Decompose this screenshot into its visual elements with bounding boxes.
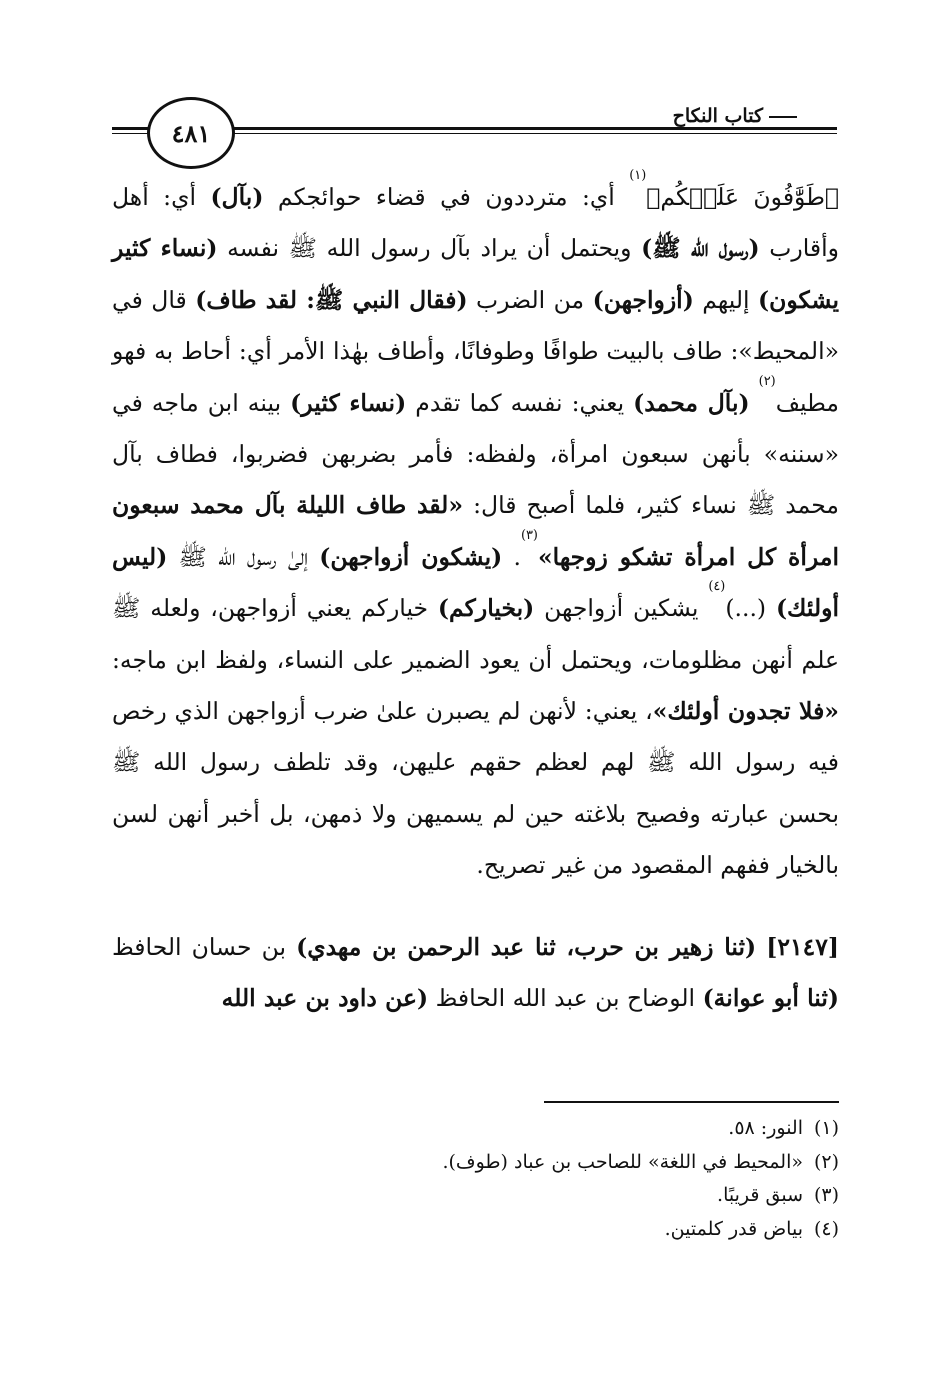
footnote-ref: (٣) [520,527,538,543]
page-header [112,95,837,167]
footnote: (١)النور: ٥٨. [728,1117,839,1139]
footnote-ref: (١) [629,168,647,183]
footnote-ref: (٢) [758,373,776,389]
footnote: (٤)بياض قدر كلمتين. [664,1217,839,1240]
footnote-ref: (٤) [708,579,726,595]
footnote: (٢)«المحيط في اللغة» للصاحب بن عباد (طوف). [442,1150,839,1173]
book-title: كتاب النكاح [663,105,807,127]
footnotes [439,1112,839,1246]
quran-phrase: ﴿طَوَّٰفُونَ عَلَيۡكُم﴾ [646,183,840,211]
footnote-separator [544,1101,839,1103]
text-line: ﴿طَوَّٰفُونَ عَلَيۡكُم﴾$^{(١)}$ أي: مترددون في قضاء حوائجكم (بآل) أي: أهل وأقارب (رسول الله ﷺ) ويحتمل أن يراد بآل رسول الله ﷺ نفسه (نساء كثير يشكون) إليهم (أزواجهن) من الضرب (فقال النبي ﷺ: لقد طاف) قال في «المحيط»: طاف بالبيت طوافًا وطوفانًا، وأطاف بهٰذا الأمر أي: أحاط به فهو مطيف$^{(٢)}$ (بآل محمد) يعني: نفسه كما تقدم (نساء كثير) بينه ابن ماجه في «سننه» بأنهن سبعون امرأة، ولفظه: فأمر بضربهن فضربوا، فطاف بآل محمد ﷺ نساء كثير، فلما أصبح قال: «لقد طاف الليلة بآل محمد سبعون امرأة كل امرأة تشكو زوجها»$^{(٣)}$. (يشكون أزواجهن) إلىٰ رسول الله ﷺ (ليس أولئك) (...)$^{(٤)}$ يشكين أزواجهن (بخياركم) خياركم يعني أزواجهن، ولعله ﷺ علم أنهن مظلومات، ويحتمل أن يعود الضمير على النساء، ولفظ ابن ماجه: «فلا تجدون أولئك»، يعني: لأنهن لم يصبرن علىٰ ضرب أزواجهن الذي رخص فيه رسول الله ﷺ لهم لعظم حقهم عليهن، وقد تلطف رسول الله ﷺ بحسن عبارته وفصيح بلاغته حين لم يسميهن ولا ذمهن، بل أخبر أنهن لسن بالخيار ففهم المقصود من غير تصريح. [112,168,840,880]
footnote: (٣)سبق قريبًا. [717,1184,839,1206]
main-text [112,168,840,1025]
page-number: ٤٨١ [171,118,211,148]
page-number-badge [147,97,235,169]
hadith-paragraph: [٢١٤٧] (ثنا زهير بن حرب، ثنا عبد الرحمن بن مهدي) بن حسان الحافظ (ثنا أبو عوانة) الوضاح بن عبد الله الحافظ (عن داود بن عبد الله [112,932,839,1013]
